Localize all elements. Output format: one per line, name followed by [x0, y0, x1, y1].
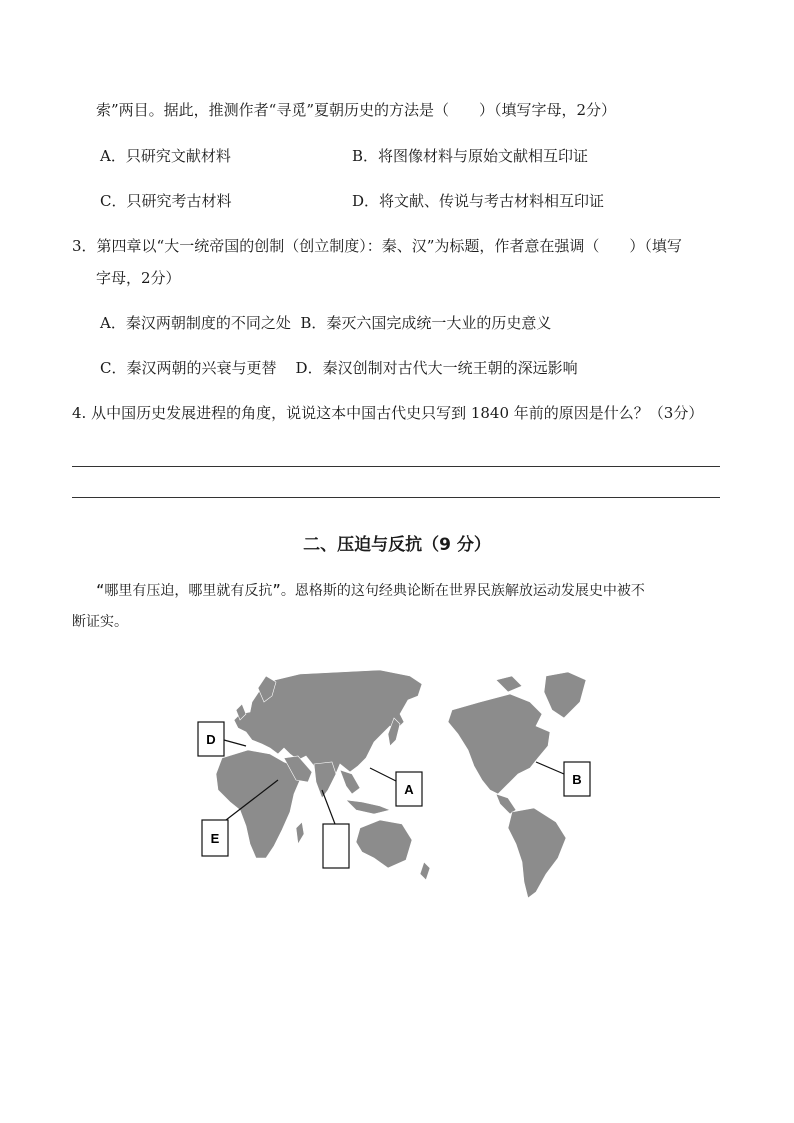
madagascar: [296, 822, 304, 844]
q2-option-d: D．将文献、传说与考古材料相互印证: [352, 192, 605, 210]
box-blank[interactable]: [323, 824, 349, 868]
indonesia: [346, 800, 390, 814]
q2-option-b: B．将图像材料与原始文献相互印证: [352, 147, 589, 165]
central-america: [496, 794, 516, 814]
q3-options-row2: C．秦汉两朝的兴衰与更替 D．秦汉创制对古代大一统王朝的深远影响: [100, 359, 578, 377]
q2-option-a: A．只研究文献材料: [100, 147, 231, 165]
label-b: B: [572, 772, 582, 787]
label-d: D: [206, 732, 216, 747]
india: [314, 762, 336, 798]
greenland: [544, 672, 586, 718]
southeast-asia: [340, 770, 360, 794]
arctic-islands: [496, 676, 522, 692]
leader-line-a: [370, 768, 398, 782]
africa: [216, 750, 300, 858]
q4-text: 4. 从中国历史发展进程的角度，说说这本中国古代史只写到 1840 年前的原因是什么？（3分）: [72, 404, 704, 422]
answer-line-2[interactable]: [72, 497, 720, 498]
section-title: 二、压迫与反抗（9 分）: [303, 535, 491, 555]
new-zealand: [420, 862, 430, 880]
q3-text-line1: 3．第四章以“大一统帝国的创制（创立制度）：秦、汉”为标题，作者意在强调（ ）（填写: [72, 237, 682, 255]
q3-text-line2: 字母，2分）: [96, 269, 181, 287]
world-map: [190, 662, 610, 902]
answer-line-1[interactable]: [72, 466, 720, 467]
leader-line-blank: [322, 790, 335, 824]
leader-line-b: [536, 762, 564, 774]
north-america: [448, 694, 550, 794]
australia: [356, 820, 412, 868]
q2-text: 索”两目。据此，推测作者“寻觅”夏朝历史的方法是（ ）（填写字母，2分）: [96, 101, 617, 119]
label-a: A: [404, 782, 414, 797]
section-intro-line2: 断证实。: [72, 614, 128, 630]
q2-option-c: C．只研究考古材料: [100, 192, 232, 210]
label-e: E: [210, 831, 220, 846]
section-intro-line1: “哪里有压迫，哪里就有反抗”。恩格斯的这句经典论断在世界民族解放运动发展史中被不: [96, 583, 645, 599]
leader-line-d: [224, 740, 246, 746]
q3-options-row1: A．秦汉两朝制度的不同之处 B．秦灭六国完成统一大业的历史意义: [100, 314, 552, 332]
south-america: [508, 808, 566, 898]
